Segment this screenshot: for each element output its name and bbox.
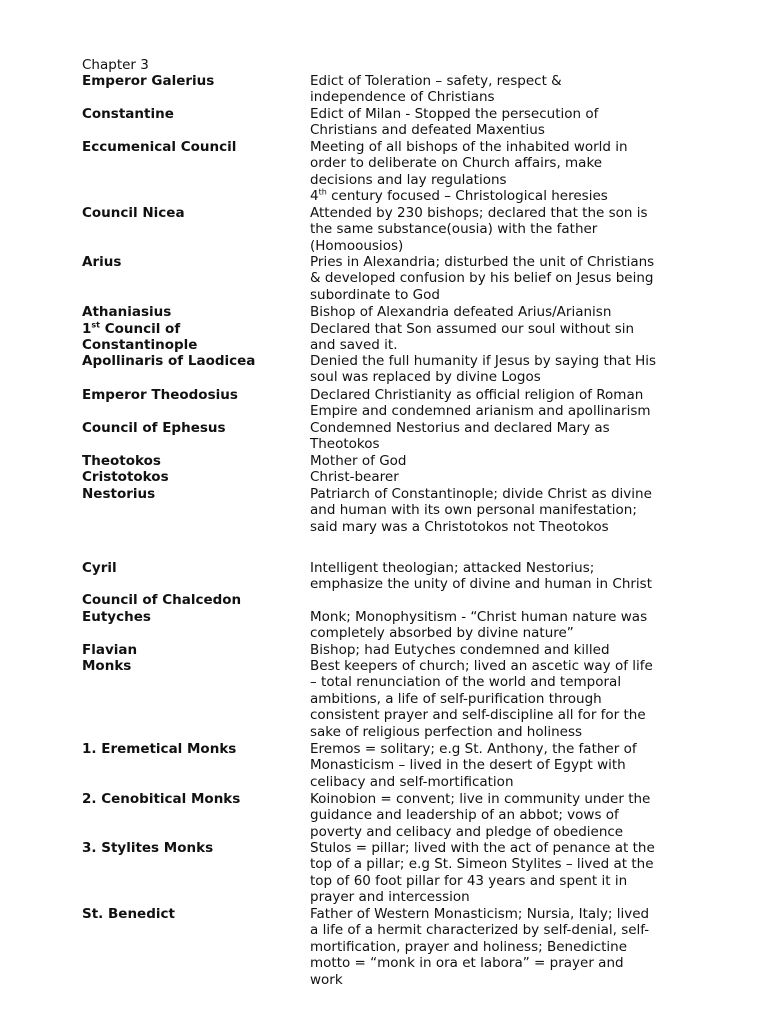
definition-line: (Homoousios) (310, 237, 404, 254)
definition-line: Empire and condemned arianism and apollinarism (310, 403, 651, 420)
term-line: Flavian (82, 642, 138, 658)
entry-definition (310, 560, 682, 593)
entry-definition (310, 453, 682, 469)
definition-line: order to deliberate on Church affairs, make (310, 155, 603, 172)
term-line: 3. Stylites Monks (82, 840, 214, 856)
entry-term (82, 469, 302, 485)
entry-term (82, 791, 302, 807)
definition-line: prayer and intercession (310, 889, 470, 906)
entry-definition (310, 469, 682, 485)
definition-line: guidance and leadership of an abbot; vows of (310, 807, 619, 824)
entry-term (82, 387, 302, 403)
term-line: 1. Eremetical Monks (82, 741, 237, 757)
entry-term (82, 205, 302, 221)
entry-term (82, 840, 302, 856)
definition-line: Koinobion = convent; live in community under the (310, 791, 651, 807)
entry-definition (310, 73, 682, 106)
definition-line: Denied the full humanity if Jesus by saying that His (310, 353, 657, 369)
term-line: Monks (82, 658, 132, 674)
definition-line: Intelligent theologian; attacked Nestorius; (310, 560, 595, 576)
entry-term (82, 304, 302, 320)
definition-line: celibacy and self-mortification (310, 773, 514, 790)
entry-definition (310, 609, 682, 642)
term-line: Emperor Theodosius (82, 387, 238, 403)
term-line: Eccumenical Council (82, 139, 237, 155)
definition-line: Declared Christianity as official religion of Roman (310, 387, 644, 403)
entry-definition (310, 658, 682, 740)
entry-definition (310, 353, 682, 386)
chapter-heading: Chapter 3 (82, 57, 149, 73)
entry-definition (310, 486, 682, 535)
definition-line: & developed confusion by his belief on Jesus being (310, 270, 654, 287)
definition-line: Condemned Nestorius and declared Mary as (310, 420, 610, 436)
definition-line: Attended by 230 bishops; declared that the son is (310, 205, 648, 221)
definition-line: Monasticism – lived in the desert of Egypt with (310, 757, 626, 774)
definition-line: Bishop; had Eutyches condemned and killed (310, 642, 610, 658)
definition-line: Pries in Alexandria; disturbed the unit of Christians (310, 254, 655, 270)
entry-definition (310, 106, 682, 139)
definition-line: work (310, 971, 343, 988)
definition-line: Father of Western Monasticism; Nursia, Italy; lived (310, 906, 650, 922)
entry-term (82, 609, 302, 625)
entry-term (82, 321, 302, 354)
term-line: Cyril (82, 560, 117, 576)
definition-line: ambitions, a life of self-purification through (310, 690, 602, 707)
entry-term (82, 73, 302, 89)
definition-line: Bishop of Alexandria defeated Arius/Arianisn (310, 304, 612, 320)
definition-line: completely absorbed by divine nature” (310, 625, 574, 642)
term-line: Eutyches (82, 609, 151, 625)
entry-term (82, 560, 302, 576)
definition-line: and saved it. (310, 337, 398, 354)
entry-term (82, 741, 302, 757)
entry-definition (310, 205, 682, 254)
entry-definition (310, 254, 682, 303)
term-line: Theotokos (82, 453, 161, 469)
definition-line: 4th century focused – Christological heresies (310, 187, 608, 204)
definition-line: Edict of Milan - Stopped the persecution of (310, 106, 599, 122)
entry-definition (310, 741, 682, 790)
definition-line: mortification, prayer and holiness; Benedictine (310, 938, 628, 955)
entry-definition (310, 387, 682, 420)
entry-term (82, 486, 302, 502)
term-line: Arius (82, 254, 122, 270)
definition-line: Best keepers of church; lived an ascetic way of life (310, 658, 653, 674)
definition-line: Mother of God (310, 453, 407, 469)
definition-line: Eremos = solitary; e.g St. Anthony, the father of (310, 741, 637, 757)
term-line: 1st Council of (82, 320, 181, 337)
term-line: Constantine (82, 106, 174, 122)
entry-definition (310, 791, 682, 840)
term-line: Emperor Galerius (82, 73, 215, 89)
entry-definition (310, 139, 682, 188)
definition-line: Christians and defeated Maxentius (310, 122, 545, 139)
definition-line: Meeting of all bishops of the inhabited world in (310, 139, 628, 155)
definition-line: Monk; Monophysitism - “Christ human nature was (310, 609, 648, 625)
entry-term (82, 906, 302, 922)
entry-term (82, 254, 302, 270)
entry-term (82, 592, 302, 608)
definition-line: sake of religious perfection and holiness (310, 723, 583, 740)
definition-line: emphasize the unity of divine and human in Christ (310, 576, 653, 593)
entry-term (82, 139, 302, 155)
entry-definition (310, 304, 682, 320)
definition-line: decisions and lay regulations (310, 171, 507, 188)
entry-definition (310, 642, 682, 658)
definition-line: soul was replaced by divine Logos (310, 369, 541, 386)
definition-line: independence of Christians (310, 89, 495, 106)
definition-line: Edict of Toleration – safety, respect & (310, 73, 562, 89)
entry-term (82, 353, 302, 369)
entry-definition (310, 840, 682, 906)
definition-line: top of a pillar; e.g St. Simeon Stylites – lived at the (310, 856, 654, 873)
term-line: Council of Chalcedon (82, 592, 242, 608)
entry-term (82, 420, 302, 436)
entry-term (82, 642, 302, 658)
definition-line: Theotokos (310, 436, 380, 453)
definition-line: the same substance(ousia) with the father (310, 221, 598, 238)
definition-line: subordinate to God (310, 286, 440, 303)
term-line: Nestorius (82, 486, 156, 502)
term-line: Council of Ephesus (82, 420, 226, 436)
definition-line: Stulos = pillar; lived with the act of penance at the (310, 840, 655, 856)
definition-line: top of 60 foot pillar for 43 years and spent it in (310, 872, 628, 889)
entry-term (82, 658, 302, 674)
entry-definition (310, 188, 682, 204)
definition-line: a life of a hermit characterized by self-denial, self- (310, 922, 650, 939)
entry-definition (310, 906, 682, 988)
entry-term (82, 106, 302, 122)
term-line: Constantinople (82, 337, 198, 354)
term-line: 2. Cenobitical Monks (82, 791, 241, 807)
definition-line: Christ-bearer (310, 469, 399, 485)
definition-line: Patriarch of Constantinople; divide Christ as divine (310, 486, 652, 502)
definition-line: consistent prayer and self-discipline all for for the (310, 707, 646, 724)
definition-line: Declared that Son assumed our soul without sin (310, 321, 635, 337)
definition-line: – total renunciation of the world and temporal (310, 674, 622, 691)
entry-definition (310, 321, 682, 354)
definition-line: and human with its own personal manifestation; (310, 502, 637, 519)
term-line: Cristotokos (82, 469, 169, 485)
definition-line: poverty and celibacy and pledge of obedience (310, 823, 624, 840)
entry-definition (310, 420, 682, 453)
term-line: Apollinaris of Laodicea (82, 353, 256, 369)
term-line: Council Nicea (82, 205, 185, 221)
term-line: Athaniasius (82, 304, 172, 320)
definition-line: motto = “monk in ora et labora” = prayer and (310, 955, 624, 972)
term-line: St. Benedict (82, 906, 175, 922)
definition-line: said mary was a Christotokos not Theotokos (310, 518, 609, 535)
entry-term (82, 453, 302, 469)
